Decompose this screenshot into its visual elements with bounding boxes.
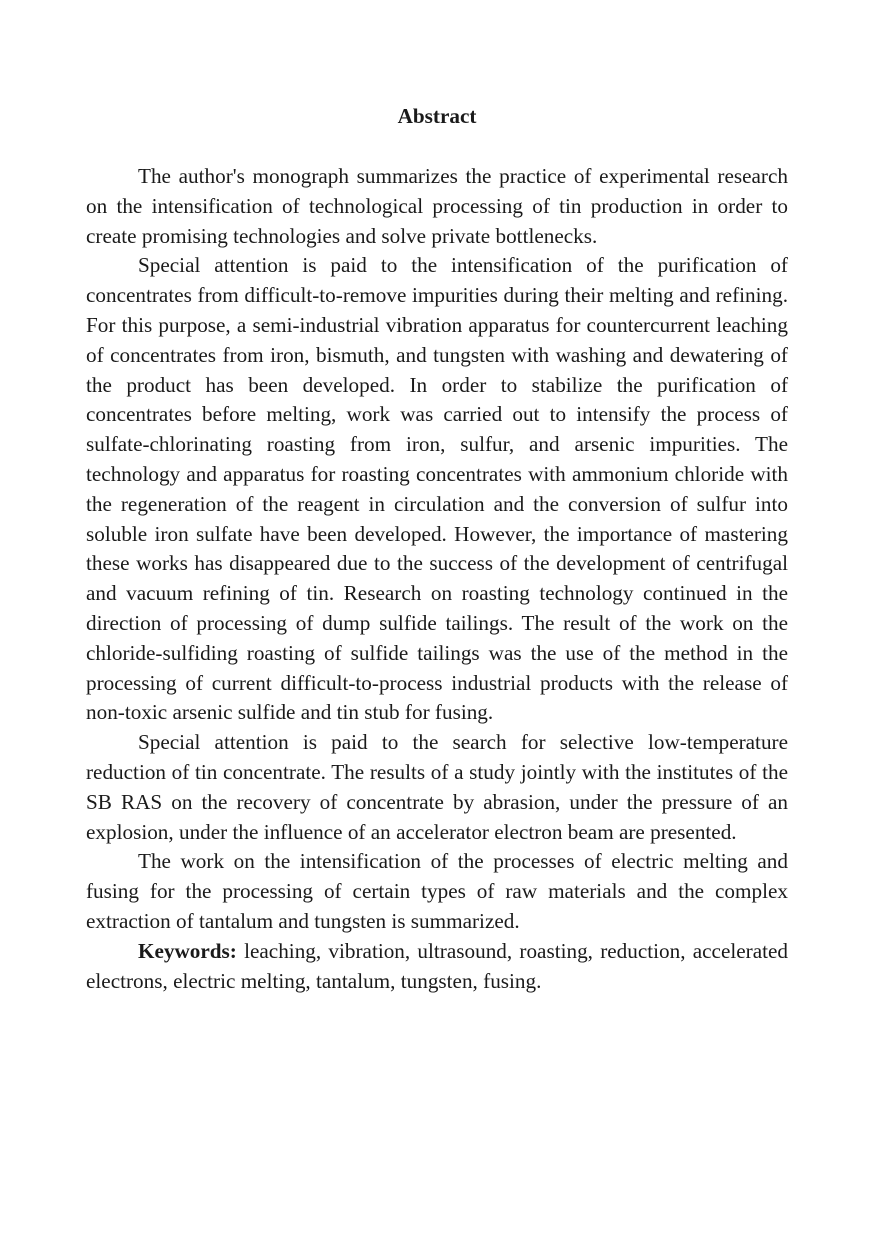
keywords-label: Keywords: bbox=[138, 938, 237, 963]
paragraph-intro: The author's monograph summarizes the practice of experimental research on the intensification of technological processing of tin production in order to create promising technologies and solve private bottlenecks. bbox=[86, 164, 788, 248]
keywords-paragraph bbox=[86, 937, 788, 997]
paragraph-electric-melting: The work on the intensification of the processes of electric melting and fusing for the processing of certain types of raw materials and the complex extraction of tantalum and tungsten is summarized. bbox=[86, 849, 788, 933]
paragraph-reduction: Special attention is paid to the search for selective low-temperature reduction of tin concentrate. The results of a study jointly with the institutes of the SB RAS on the recovery of concentrate by abrasion, under the pressure of an explosion, under the influence of an accelerator electron beam are presented. bbox=[86, 730, 788, 844]
page-title: Abstract bbox=[397, 104, 477, 128]
keywords-text: leaching, vibration, ultrasound, roasting, reduction, accelerated electrons, electric melting, tantalum, tungsten, fusing. bbox=[86, 938, 788, 993]
abstract-page bbox=[86, 100, 788, 996]
paragraph-purification: Special attention is paid to the intensification of the purification of concentrates from difficult-to-remove impurities during their melting and refining. For this purpose, a semi-industrial vibration apparatus for countercurrent leaching of concentrates from iron, bismuth, and tungsten with washing and dewatering of the product has been developed. In order to stabilize the purification of concentrates before melting, work was carried out to intensify the process of sulfate-chlorinating roasting from iron, sulfur, and arsenic impurities. The technology and apparatus for roasting concentrates with ammonium chloride with the regeneration of the reagent in circulation and the conversion of sulfur into soluble iron sulfate have been developed. However, the importance of mastering these works has disappeared due to the success of the development of centrifugal and vacuum refining of tin. Research on roasting technology continued in the direction of processing of dump sulfide tailings. The result of the work on the chloride-sulfiding roasting of sulfide tailings was the use of the method in the processing of current difficult-to-process industrial products with the release of non-toxic arsenic sulfide and tin stub for fusing. bbox=[86, 253, 788, 725]
